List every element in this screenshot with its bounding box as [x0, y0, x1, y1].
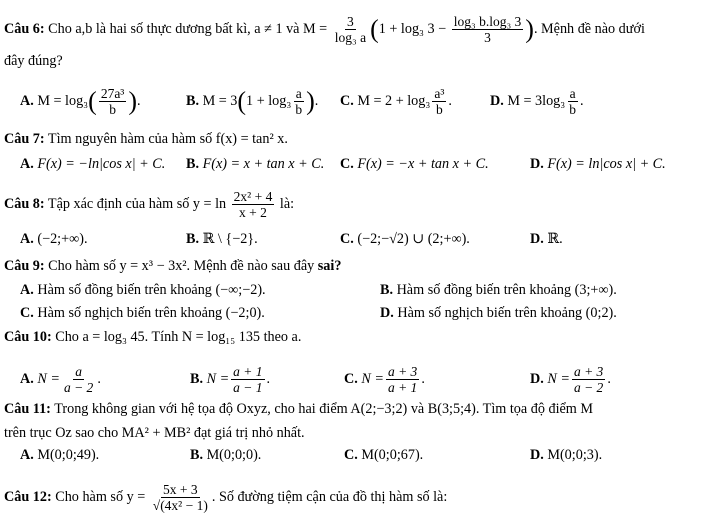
- question-12-text-b: . Số đường tiệm cận của đồ thị hàm số là:: [211, 488, 448, 505]
- q6-b-frac: [293, 86, 304, 117]
- q8-option-b-label: B.: [186, 231, 200, 247]
- question-11-label: Câu 11:: [4, 401, 51, 417]
- q6-option-d-post: .: [579, 92, 584, 109]
- q6-fraction-num: 3: [347, 14, 354, 29]
- question-9-text: Cho hàm số y = x³ − 3x². Mệnh đề nào sau đây: [48, 258, 315, 274]
- q10-a-num: a: [75, 364, 82, 379]
- q6-inner-num: log₃ b.log₃ 3: [453, 14, 522, 29]
- q10-option-c-post: .: [421, 370, 425, 387]
- q6-c-frac: [432, 86, 446, 117]
- q6-inner-den: 3: [484, 30, 491, 45]
- q11-option-b[interactable]: [190, 446, 261, 464]
- q10-option-c-label: C.: [344, 370, 358, 387]
- q6-option-a[interactable]: [20, 86, 141, 117]
- q7-option-d-text: F(x) = ln|cos x| + C.: [547, 156, 666, 172]
- q11-option-b-label: B.: [190, 447, 204, 463]
- q6-a-close: ): [128, 86, 138, 116]
- q6-d-num: a: [569, 86, 576, 101]
- q8-option-a-text: (−2;+∞).: [37, 231, 88, 247]
- q6-d-den: b: [569, 102, 576, 117]
- q6-option-d-pre: M = 3log₃: [507, 92, 566, 109]
- q12-fraction: [151, 482, 210, 513]
- q11-option-d[interactable]: [530, 446, 602, 464]
- q6-option-a-post: .: [137, 92, 141, 109]
- q8-option-b-text: ℝ \ {−2}.: [202, 231, 258, 247]
- question-10-label: Câu 10:: [4, 329, 52, 345]
- question-6-line-1: [4, 14, 702, 45]
- q10-option-b-pre: N =: [206, 370, 230, 387]
- q9-option-b-label: B.: [380, 282, 394, 298]
- q7-option-c-label: C.: [340, 156, 354, 172]
- q10-option-d-pre: N =: [547, 370, 570, 387]
- q10-option-a[interactable]: [20, 364, 101, 395]
- question-12-line: [4, 482, 702, 513]
- question-7-label: Câu 7:: [4, 131, 45, 147]
- q11-option-c[interactable]: [344, 446, 423, 464]
- q7-option-b-text: F(x) = x + tan x + C.: [202, 156, 325, 172]
- q8-num: 2x² + 4: [233, 189, 273, 204]
- q11-option-d-text: M(0;0;3).: [547, 447, 603, 463]
- question-9-line: [4, 257, 702, 275]
- q6-option-d[interactable]: [490, 86, 584, 117]
- q6-option-c-label: C.: [340, 92, 354, 109]
- q9-option-c[interactable]: [20, 304, 265, 322]
- q7-option-d-label: D.: [530, 156, 544, 172]
- q6-option-c-pre: M = 2 + log₃: [357, 92, 431, 109]
- q10-option-d-label: D.: [530, 370, 544, 387]
- q9-option-d-label: D.: [380, 305, 394, 321]
- q6-a-open: (: [88, 86, 97, 116]
- q10-option-d-post: .: [607, 370, 611, 387]
- q7-option-a-label: A.: [20, 156, 34, 172]
- q6-option-b[interactable]: [186, 86, 318, 117]
- q6-b-den: b: [295, 102, 303, 117]
- q6-option-b-post: .: [314, 92, 319, 109]
- question-11-line-2: trên trục Oz sao cho MA² + MB² đạt giá trị nhỏ nhất.: [4, 425, 305, 441]
- q6-option-b-pre: M = 3: [202, 92, 238, 109]
- q9-option-a-text: Hàm số đồng biến trên khoảng (−∞;−2).: [37, 282, 266, 298]
- q10-d-den: a − 2: [573, 380, 604, 395]
- question-8-line: [4, 189, 702, 220]
- q6-option-a-label: A.: [20, 92, 34, 109]
- q6-a-frac: [99, 86, 127, 117]
- question-8-text-a: Tập xác định của hàm số y = ln: [47, 195, 227, 212]
- q10-c-num: a + 3: [387, 364, 418, 379]
- question-8-label: Câu 8:: [4, 195, 45, 212]
- q6-c-den: b: [435, 102, 443, 117]
- q9-option-b[interactable]: [380, 281, 617, 299]
- q8-option-a[interactable]: [20, 230, 88, 248]
- q8-fraction: [232, 189, 275, 220]
- question-11-line-1: [4, 400, 702, 418]
- q6-close-paren: ): [525, 14, 534, 44]
- q10-c-den: a + 1: [387, 380, 418, 395]
- q9-option-c-label: C.: [20, 305, 34, 321]
- q6-option-b-inner: 1 + log₃: [246, 92, 292, 109]
- question-10-text: Cho a = log₃ 45. Tính N = log₁₅ 135 theo a.: [55, 329, 302, 345]
- question-7-text: Tìm nguyên hàm của hàm số f(x) = tan² x.: [47, 131, 288, 147]
- question-9-emph: sai?: [317, 258, 342, 274]
- q10-option-a-label: A.: [20, 370, 34, 387]
- q7-option-a[interactable]: [20, 155, 165, 173]
- q10-option-c-pre: N =: [361, 370, 384, 387]
- q6-c-num: a³: [434, 86, 445, 101]
- q6-a-den: b: [109, 102, 116, 117]
- q6-option-b-label: B.: [186, 92, 200, 109]
- q7-option-a-text: F(x) = −ln|cos x| + C.: [37, 156, 166, 172]
- q12-num: 5x + 3: [163, 482, 198, 497]
- q6-open-paren: (: [370, 14, 379, 44]
- q10-d-num: a + 3: [573, 364, 604, 379]
- q11-option-c-label: C.: [344, 447, 358, 463]
- q9-option-c-text: Hàm số nghịch biến trên khoảng (−2;0).: [37, 305, 265, 321]
- q9-option-b-text: Hàm số đồng biến trên khoảng (3;+∞).: [396, 282, 617, 298]
- q6-b-open: (: [237, 86, 247, 116]
- question-11-text: Trong không gian với hệ tọa độ Oxyz, cho hai điểm A(2;−3;2) và B(3;5;4). Tìm tọa độ điểm M: [54, 401, 594, 417]
- q10-option-a-pre: N =: [37, 370, 60, 387]
- q10-b-frac: [231, 364, 264, 395]
- q6-b-close: ): [306, 86, 315, 116]
- q11-option-a[interactable]: [20, 446, 99, 464]
- q8-option-d[interactable]: [530, 230, 563, 248]
- q8-option-c[interactable]: [340, 230, 470, 248]
- q6-inner-a: 1 + log₃ 3 −: [378, 20, 447, 37]
- question-9-label: Câu 9:: [4, 258, 45, 274]
- q6-a-num: 27a³: [100, 86, 125, 101]
- q11-option-a-label: A.: [20, 447, 34, 463]
- q8-option-d-text: ℝ.: [547, 231, 563, 247]
- q8-den: x + 2: [239, 205, 267, 220]
- q10-a-frac: [62, 364, 95, 395]
- question-12-text-a: Cho hàm số y =: [55, 488, 146, 505]
- q6-d-frac: [567, 86, 578, 117]
- q10-d-frac: [572, 364, 605, 395]
- q7-option-c-text: F(x) = −x + tan x + C.: [357, 156, 489, 172]
- question-6-text-b: . Mệnh đề nào dưới: [533, 20, 645, 37]
- q10-b-num: a + 1: [233, 364, 263, 379]
- question-6-line-2: đây đúng?: [4, 53, 63, 69]
- q6-b-num: a: [295, 86, 302, 101]
- q10-a-den: a − 2: [63, 380, 94, 395]
- question-6-text-a: Cho a,b là hai số thực dương bất kì, a ≠ 1 và M =: [48, 20, 328, 37]
- q6-option-d-label: D.: [490, 92, 504, 109]
- q7-option-b-label: B.: [186, 156, 200, 172]
- question-10-line: [4, 328, 702, 346]
- q10-option-a-post: .: [97, 370, 101, 387]
- q10-option-b-post: .: [266, 370, 271, 387]
- q11-option-d-label: D.: [530, 447, 544, 463]
- q8-option-b[interactable]: [186, 230, 258, 248]
- q10-option-c[interactable]: [344, 364, 425, 395]
- q9-option-d[interactable]: [380, 304, 617, 322]
- q8-option-c-text: (−2;−√2) ∪ (2;+∞).: [357, 231, 470, 247]
- q6-option-c-post: .: [448, 92, 452, 109]
- q7-option-d[interactable]: [530, 155, 666, 173]
- question-6-label: Câu 6:: [4, 20, 45, 37]
- q12-den: √(4x² − 1): [152, 498, 208, 513]
- q6-inner-fraction: [452, 14, 524, 45]
- q9-option-a-label: A.: [20, 282, 34, 298]
- question-12-label: Câu 12:: [4, 488, 52, 505]
- q8-option-d-label: D.: [530, 231, 544, 247]
- q11-option-c-text: M(0;0;67).: [361, 447, 424, 463]
- q8-option-a-label: A.: [20, 231, 34, 247]
- q10-b-den: a − 1: [233, 380, 263, 395]
- q10-c-frac: [386, 364, 419, 395]
- q6-fraction: [333, 14, 368, 45]
- q6-fraction-den: log₃ a: [334, 30, 367, 45]
- q8-option-c-label: C.: [340, 231, 354, 247]
- q10-option-b[interactable]: [190, 364, 270, 395]
- q9-option-d-text: Hàm số nghịch biến trên khoảng (0;2).: [397, 305, 617, 321]
- q11-option-a-text: M(0;0;49).: [37, 447, 100, 463]
- q6-option-c[interactable]: [340, 86, 452, 117]
- question-8-text-b: là:: [279, 195, 295, 212]
- q6-option-a-pre: M = log₃: [37, 92, 89, 109]
- question-7-line: [4, 130, 702, 148]
- q9-option-a[interactable]: [20, 281, 266, 299]
- q7-option-c[interactable]: [340, 155, 489, 173]
- q11-option-b-text: M(0;0;0).: [206, 447, 262, 463]
- q7-option-b[interactable]: [186, 155, 324, 173]
- q10-option-b-label: B.: [190, 370, 204, 387]
- q10-option-d[interactable]: [530, 364, 611, 395]
